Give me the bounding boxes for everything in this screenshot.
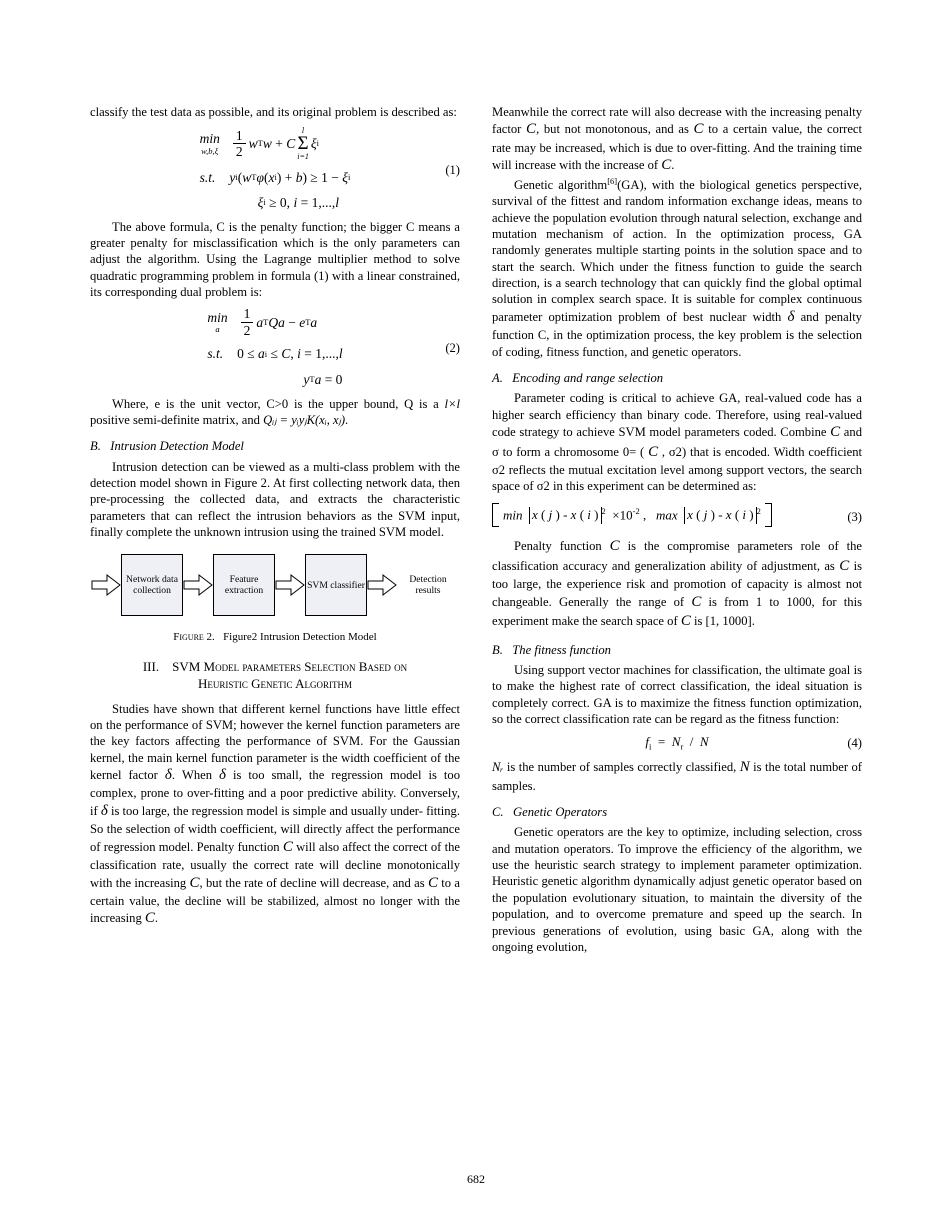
math-q-definition: Qᵢⱼ = yᵢyⱼK(xᵢ, xⱼ) — [263, 412, 346, 427]
min-operator: min w,b,ξ — [199, 131, 220, 156]
two-column-body — [90, 104, 862, 1114]
subsection-title-a: Encoding and range selection — [512, 371, 664, 385]
flow-box-feature-extraction: Feature extraction — [213, 554, 275, 616]
math-delta-2: δ — [219, 766, 227, 783]
math-n: N — [739, 759, 750, 776]
section-numeral-3: III. — [142, 658, 160, 674]
subsection-heading-a-right — [492, 370, 862, 386]
subsection-title-b: Intrusion Detection Model — [110, 439, 244, 454]
right-column — [492, 104, 862, 1114]
summation-symbol: l Σ i=1 — [297, 126, 309, 161]
paragraph-intrusion-detection: Intrusion detection can be viewed as a multi-class problem with the detection model shown in Figure 2. At first collecting network data, then pre-processing the collected data, and extracts the characteristic parameters that can reflect the intrusion behaviors as the SVM input, finally complete the unknown intrusion using the trained SVM model. — [90, 459, 460, 540]
subsection-heading-c-right — [492, 804, 862, 820]
figure-caption-text: Figure2 Intrusion Detection Model — [223, 631, 377, 644]
math-c-r9: C — [680, 613, 691, 630]
math-c-1: C — [282, 838, 293, 855]
math-c-2: C — [189, 874, 200, 891]
math-c-r4: C — [830, 424, 841, 441]
subsection-label-a: A. — [492, 371, 503, 385]
citation-ref-6: [6] — [607, 175, 618, 186]
flow-label-detection-results: Detection results — [409, 573, 447, 597]
arrow-icon-3 — [275, 573, 305, 597]
arrow-icon-4 — [367, 573, 397, 597]
math-delta-r1: δ — [787, 308, 795, 325]
equation-4: $f_i = N_r / N$ (4) — [645, 733, 862, 752]
figure-caption-prefix: Figure 2. — [173, 631, 215, 644]
subsection-label-b: B. — [90, 439, 101, 454]
section-title-3-line2: Heuristic Genetic Algorithm — [198, 675, 352, 691]
math-c-r5: C — [648, 443, 659, 460]
fraction-one-half: $\frac{1}{2}$ — [233, 129, 246, 159]
math-c-r3: C — [661, 157, 672, 174]
equation-3-number: (3) — [847, 509, 862, 524]
paragraph-kernel-functions: Studies have shown that different kernel functions have little effect on the performance of SVM; however the kernel function parameters are the key factors affecting the performance of SVM. For the Gaussian kernel, the main kernel function parameter is the width coefficient of the kernel factor δ. When δ is too small, the regression model is too complex, prone to over-fitting and a poor predictive ability. Conversely, if δ is too large, the regression model is simple and usually under- fitting. So the selection of width coefficient, will directly affect the performance of regression model. Penalty function C will also affect the correct of the classification rate, usually the correct rate will decline monotonically with the increasing C, but the rate of decline will decrease, and as C to a certain value, the decline will be stabilized, almost no longer with the increasing C. — [90, 701, 461, 927]
equation-3-bracket: min x ( j ) - x ( i ) $^2 \times 10^{-2}$ , max x ( j ) - x ( i ) $^2$ — [492, 503, 772, 527]
flow-box-svm-classifier: SVM classifier — [305, 554, 367, 616]
flow-diagram — [90, 554, 460, 616]
subsection-label-c: C. — [492, 805, 504, 820]
subsection-title-c: Genetic Operators — [513, 805, 608, 820]
math-nr: Nᵣ — [492, 760, 504, 775]
math-c-r8: C — [691, 593, 702, 610]
math-c-r6: C — [609, 538, 620, 555]
paragraph-where-e: Where, e is the unit vector, C>0 is the upper bound, Q is a l×l positive semi-definite matrix, and Qᵢⱼ = yᵢyⱼK(xᵢ, xⱼ). — [90, 396, 460, 427]
math-delta-3: δ — [100, 802, 108, 819]
math-c-4: C — [144, 910, 155, 927]
flow-box-network-data-collection: Network data collection — [121, 554, 183, 616]
subsection-heading-b-left — [90, 438, 460, 454]
page-number: 682 — [467, 1172, 485, 1186]
section-title-3-line1: SVM Model parameters Selection Based on — [172, 658, 408, 674]
equation-1: min w,b,ξ $\frac{1}{2}$ w T w + C l Σ i=1 ξ i s.t. y i ( w T φ ( x i ) + b ) ≥ 1 − ξ i ξ i ≥ 0, i = 1,..., l (1) — [199, 126, 460, 211]
equation-4-number: (4) — [847, 735, 862, 750]
section-heading-3 — [90, 659, 460, 693]
subsection-heading-b-right — [492, 642, 862, 658]
arrow-icon-2 — [183, 573, 213, 597]
equation-2: min a $\frac{1}{2}$ a T Q a − e T a s.t. 0 ≤ a i ≤ C , i = 1,..., l y T a = 0 (2) — [207, 306, 460, 388]
paragraph-meanwhile: Meanwhile the correct rate will also decrease with the increasing penalty factor C, but not monotonous, and as C to a certain value, the correct rate may be increased, which is due to over-fitting. And the training time will increase with the increase of C. — [492, 105, 863, 174]
paragraph-above-formula: The above formula, C is the penalty function; the bigger C means a greater penalty for misclassification which is the only parameters can adjust the algorithm. Using the Lagrange multiplier method to solve quadratic programming problem in formula (1) with a linear constrained, its corresponding dual problem is: — [90, 219, 460, 300]
math-delta-1: δ — [164, 766, 172, 783]
math-c-3: C — [427, 874, 438, 891]
arrow-icon-1 — [91, 573, 121, 597]
math-l-by-l: l×l — [444, 396, 460, 411]
figure-caption — [90, 630, 460, 644]
paragraph-penalty-function: Penalty function C is the compromise parameters role of the classification accuracy and generalization ability of adjustment, as C is too large, the experience risk and promotion of capacity is almost not changeable. Generally the range of C is from 1 to 1000, for this experiment make the search space of C is [1, 1000]. — [492, 538, 862, 630]
min-operator-2: min a — [207, 309, 228, 335]
math-c-r1: C — [526, 121, 537, 138]
paragraph-genetic-algorithm: Genetic algorithm[6](GA), with the biological genetics perspective, survival of the fittest and random information exchange ideas, means to achieve the population evolution through natural selection, exchange and mutation mechanism of action. In the optimization process, GA randomly generates multiple starting points in the solution space and to start the search. Which under the fitness function to guide the search direction, is a search technology that can quickly find the global optimal solution in complex search space. It is suitable for complex continuous parameter optimization problem of best nuclear width δ and penalty function C, in the optimization process, the key problem is the selection of coding, fitness function, and genetic operators. — [492, 175, 862, 359]
equation-2-number: (2) — [445, 340, 460, 355]
math-c-r2: C — [693, 121, 704, 138]
paragraph-nr-definition: Nᵣ is the number of samples correctly classified, N is the total number of samples. — [492, 759, 862, 793]
paragraph-fitness: Using support vector machines for classification, the ultimate goal is to make the highest rate of correct classification, the ideal situation is completely correct. GA is to maximize the fitness function optimization, so the correct classification rate can be regard as the fitness function: — [492, 663, 862, 727]
subsection-label-b-right: B. — [492, 642, 503, 657]
paragraph-parameter-coding: Parameter coding is critical to achieve GA, real-valued code has a higher search efficiency than binary code. Therefore, using real-valued code strategy to achieve SVM model parameters coded. Combine C and σ to form a chromosome 0= ( C , σ2) that is encoded. Width coefficient σ2 reflects the mutual excitation level among support vectors, the search space of σ2 in this experiment can be determined as: — [492, 391, 863, 494]
fraction-one-half-2: $\frac{1}{2}$ — [241, 307, 254, 337]
equation-3 — [492, 503, 862, 532]
left-column — [90, 104, 460, 1114]
equation-1-number: (1) — [445, 162, 460, 177]
math-c-r7: C — [839, 557, 850, 574]
paragraph-classify: classify the test data as possible, and its original problem is described as: — [90, 105, 457, 119]
subsection-title-b-right: The fitness function — [512, 642, 611, 657]
figure-2 — [90, 554, 460, 644]
paragraph-genetic-operators: Genetic operators are the key to optimize, including selection, cross and mutation operators. To improve the efficiency of the algorithm, we use the heuristic search strategy to implement parameter optimization. Heuristic genetic algorithm dynamically adjust genetic operator based on the population evolutionary situation, to maintain the diversity of the population, and to overcome premature and speed up the search. In previous generations of evolution, using basic GA, along with the ongoing evolution, — [492, 825, 862, 954]
